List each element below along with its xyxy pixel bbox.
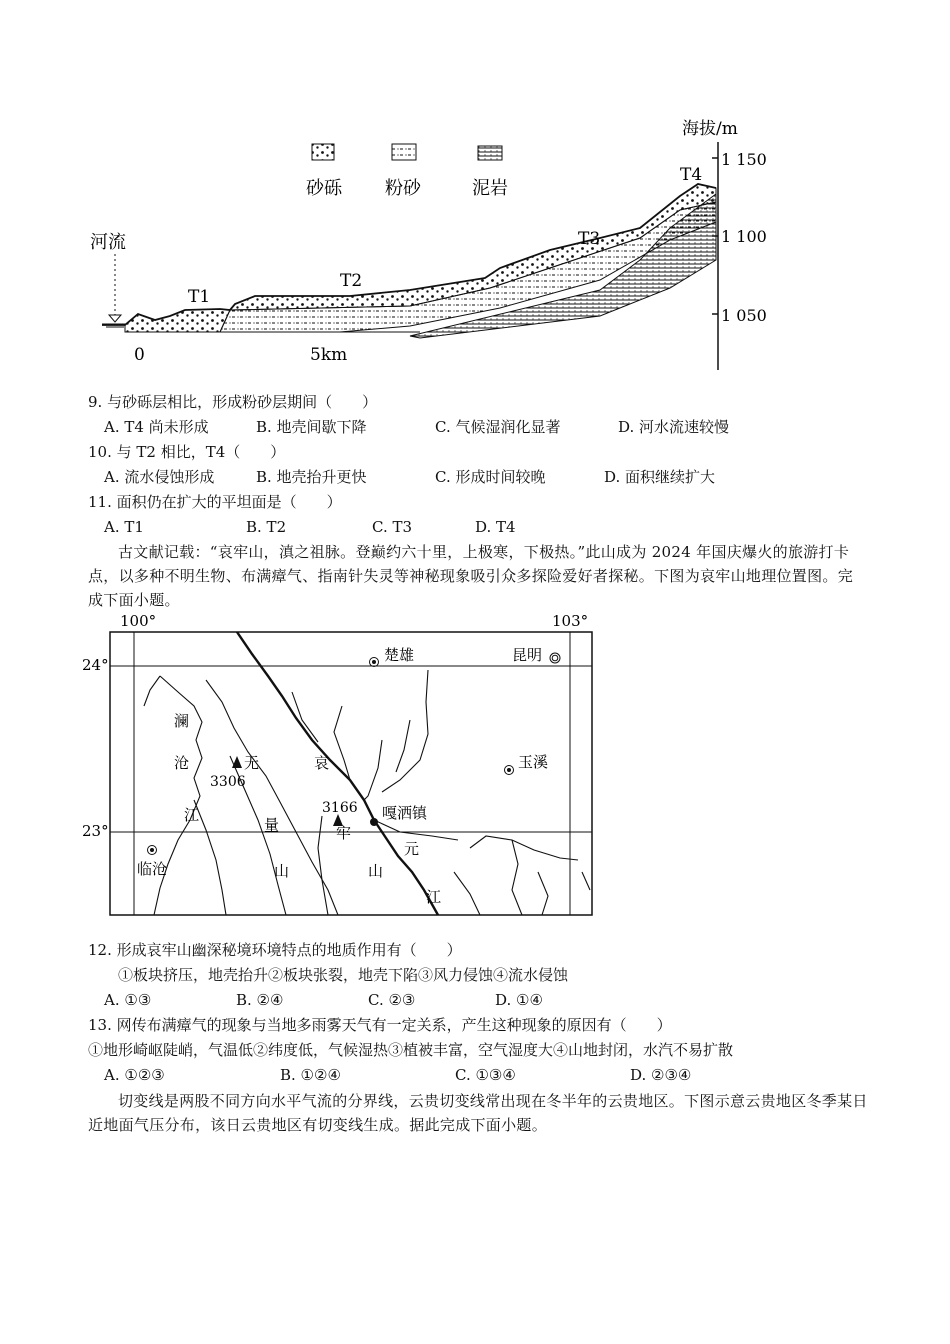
elevation-axis-label: 海拔/m: [682, 119, 738, 139]
terrace-label-t3: T3: [578, 229, 601, 249]
ailao-char-2: 牢: [336, 824, 352, 842]
wuliang-char-1: 无: [244, 754, 260, 772]
legend-silt-label: 粉砂: [385, 178, 421, 199]
q9-option-b[interactable]: B. 地壳间歇下降: [256, 418, 367, 436]
city-label-chuxiong: 楚雄: [384, 646, 415, 664]
q9-option-a[interactable]: A. T4 尚未形成: [104, 418, 209, 436]
ailao-location-map: [82, 610, 602, 920]
q10-stem: 10. 与 T2 相比，T4（ ）: [88, 443, 286, 461]
peak-wuliang-icon: [232, 756, 242, 768]
river-label: 河流: [90, 232, 126, 253]
distance-label-5km: 5km: [310, 345, 348, 365]
city-label-lincang: 临沧: [137, 860, 168, 878]
city-label-kunming: 昆明: [512, 646, 543, 664]
tick-label-1150: 1 150: [721, 150, 767, 169]
q12-items: ①板块挤压，地壳抬升②板块张裂，地壳下陷③风力侵蚀④流水侵蚀: [118, 966, 569, 984]
terrace-label-t2: T2: [340, 271, 363, 291]
map-frame: [110, 632, 592, 915]
q11-option-d[interactable]: D. T4: [475, 518, 516, 536]
wuliang-char-2: 量: [264, 816, 280, 834]
town-gasa-marker: [370, 818, 378, 826]
q11-option-c[interactable]: C. T3: [372, 518, 413, 536]
city-chuxiong: [370, 658, 379, 667]
ailao-char-3: 山: [368, 862, 384, 880]
legend-mud-swatch: [478, 146, 502, 160]
q12-option-d[interactable]: D. ①④: [495, 991, 543, 1009]
q10-option-c[interactable]: C. 形成时间较晚: [435, 468, 546, 486]
q12-option-a[interactable]: A. ①③: [104, 991, 152, 1009]
terrace-label-t1: T1: [188, 287, 211, 307]
lat-label-24: 24°: [82, 656, 109, 674]
yuanjiang-char-2: 江: [426, 888, 442, 906]
city-kunming: [550, 653, 560, 663]
q12-stem: 12. 形成哀牢山幽深秘境环境特点的地质作用有（ ）: [88, 941, 462, 959]
city-label-gasa: 嘎洒镇: [382, 804, 428, 822]
legend-gravel-label: 砂砾: [306, 178, 342, 199]
q9-option-d[interactable]: D. 河水流速较慢: [618, 418, 730, 436]
q10-option-b[interactable]: B. 地壳抬升更快: [256, 468, 367, 486]
q9-option-c[interactable]: C. 气候湿润化显著: [435, 418, 561, 436]
ailao-char-1: 哀: [314, 754, 330, 772]
terrace-label-t4: T4: [680, 165, 703, 185]
peak-ailao-elevation: 3166: [322, 800, 358, 816]
q10-option-d[interactable]: D. 面积继续扩大: [604, 468, 716, 486]
lancang-char-3: 江: [184, 806, 200, 824]
q12-option-b[interactable]: B. ②④: [236, 991, 284, 1009]
city-lincang: [148, 846, 157, 855]
wuliang-char-3: 山: [274, 862, 290, 880]
city-label-yuxi: 玉溪: [518, 753, 549, 771]
legend-silt-swatch: [392, 144, 416, 160]
yuanjiang-char-1: 元: [404, 840, 420, 858]
lancang-char-1: 澜: [174, 712, 190, 730]
q10-option-a[interactable]: A. 流水侵蚀形成: [104, 468, 215, 486]
tick-label-1100: 1 100: [721, 227, 767, 246]
q13-option-c[interactable]: C. ①③④: [455, 1066, 516, 1084]
water-level-icon: [109, 315, 121, 322]
lat-label-23: 23°: [82, 822, 109, 840]
q11-option-a[interactable]: A. T1: [104, 518, 144, 536]
tick-label-1050: 1 050: [721, 306, 767, 325]
passage-shear-line: 切变线是两股不同方向水平气流的分界线，云贵切变线常出现在冬半年的云贵地区。下图示意云贵地区冬季某日近地面气压分布，该日云贵地区有切变线生成。据此完成下面小题。: [88, 1092, 868, 1134]
q13-option-b[interactable]: B. ①②④: [280, 1066, 341, 1084]
distance-label-0: 0: [134, 345, 145, 365]
terrace-profile-figure: [80, 110, 767, 375]
q11-stem: 11. 面积仍在扩大的平坦面是（ ）: [88, 493, 342, 511]
q9-stem: 9. 与砂砾层相比，形成粉砂层期间（ ）: [88, 393, 378, 411]
q12-option-c[interactable]: C. ②③: [368, 991, 416, 1009]
lon-label-100: 100°: [120, 612, 157, 630]
legend-mud-label: 泥岩: [472, 178, 508, 199]
q13-stem: 13. 网传布满瘴气的现象与当地多雨雾天气有一定关系，产生这种现象的原因有（ ）: [88, 1016, 672, 1034]
q13-option-a[interactable]: A. ①②③: [104, 1066, 165, 1084]
peak-wuliang-elevation: 3306: [210, 774, 246, 790]
legend-gravel-swatch: [312, 144, 334, 160]
q11-option-b[interactable]: B. T2: [246, 518, 287, 536]
lancang-char-2: 沧: [174, 754, 190, 772]
passage-ailao: 古文献记载：“哀牢山，滇之祖脉。登巅约六十里，上极寒，下极热。”此山成为 2024 年国庆爆火的旅游打卡点，以多种不明生物、布满瘴气、指南针失灵等神秘现象吸引众多探险爱好者探秘。下图为哀牢山地理位置图。完成下面小题。: [88, 543, 854, 609]
q13-items: ①地形崎岖陡峭，气温低②纬度低，气候湿热③植被丰富，空气湿度大④山地封闭，水汽不易扩散: [88, 1041, 734, 1059]
lon-label-103: 103°: [552, 612, 589, 630]
city-yuxi: [505, 766, 514, 775]
q13-option-d[interactable]: D. ②③④: [630, 1066, 692, 1084]
